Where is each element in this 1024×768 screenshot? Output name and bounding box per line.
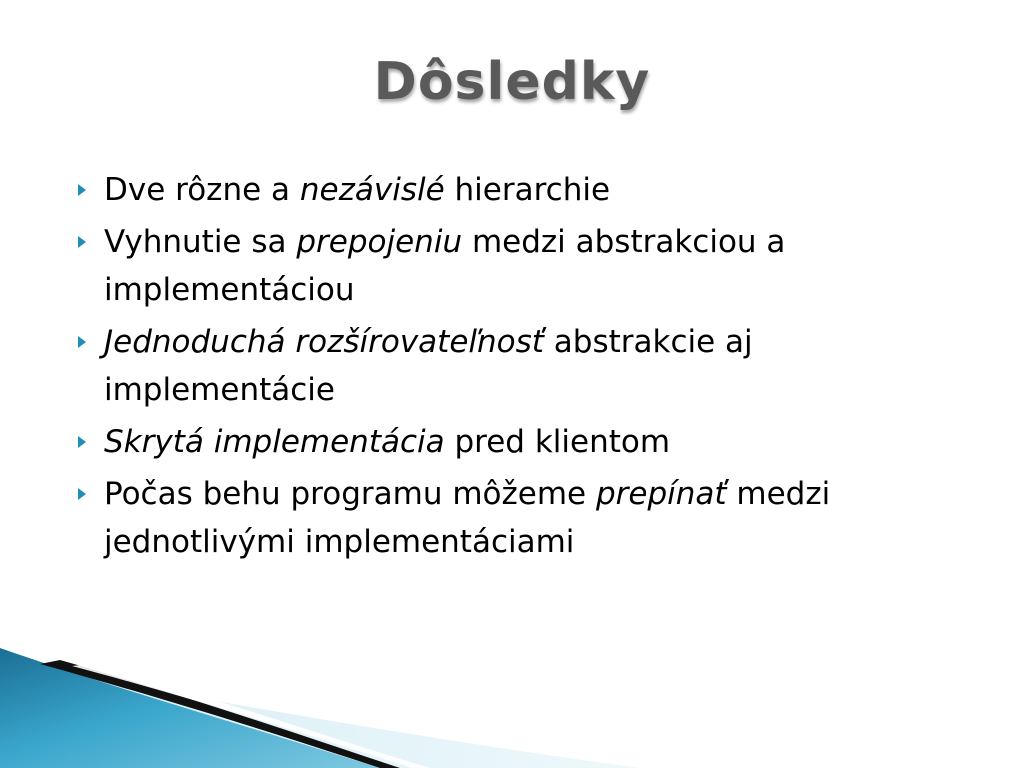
bullet-emphasis: nezávislé	[299, 172, 445, 208]
bullet-emphasis: Skrytá implementácia	[104, 424, 445, 460]
triangle-right-icon	[78, 184, 86, 196]
bullet-emphasis: prepínať	[595, 476, 727, 512]
bullet-item	[74, 218, 954, 314]
light-band-shape	[0, 660, 640, 768]
bullet-emphasis: Jednoduchá rozšírovateľnosť	[104, 324, 544, 360]
bullet-text: Dve rôzne a	[104, 172, 300, 208]
bullet-text: pred klientom	[444, 424, 671, 460]
bullet-text: Vyhnutie sa	[104, 224, 297, 260]
bullet-item	[74, 166, 954, 214]
blue-band-shape	[0, 648, 380, 768]
bullet-item	[74, 318, 954, 414]
bullet-emphasis: prepojeniu	[296, 224, 463, 260]
bullet-item	[74, 418, 954, 466]
triangle-right-icon	[78, 336, 86, 348]
bullet-text: abstrakcie aj implementácie	[104, 324, 753, 408]
triangle-right-icon	[78, 436, 86, 448]
triangle-right-icon	[78, 488, 86, 500]
bullet-item	[74, 470, 954, 566]
bullet-text: medzi abstrakciou a implementáciou	[104, 224, 786, 308]
white-stripe-shape	[72, 664, 430, 768]
slide-title: Dôsledky	[373, 52, 651, 112]
bullet-text: hierarchie	[444, 172, 611, 208]
bullet-text: medzi jednotlivými implementáciami	[104, 476, 831, 560]
bullet-list	[74, 166, 954, 570]
dark-stripe-shape	[40, 660, 400, 768]
bullet-text: Počas behu programu môžeme	[104, 476, 596, 512]
triangle-right-icon	[78, 236, 86, 248]
